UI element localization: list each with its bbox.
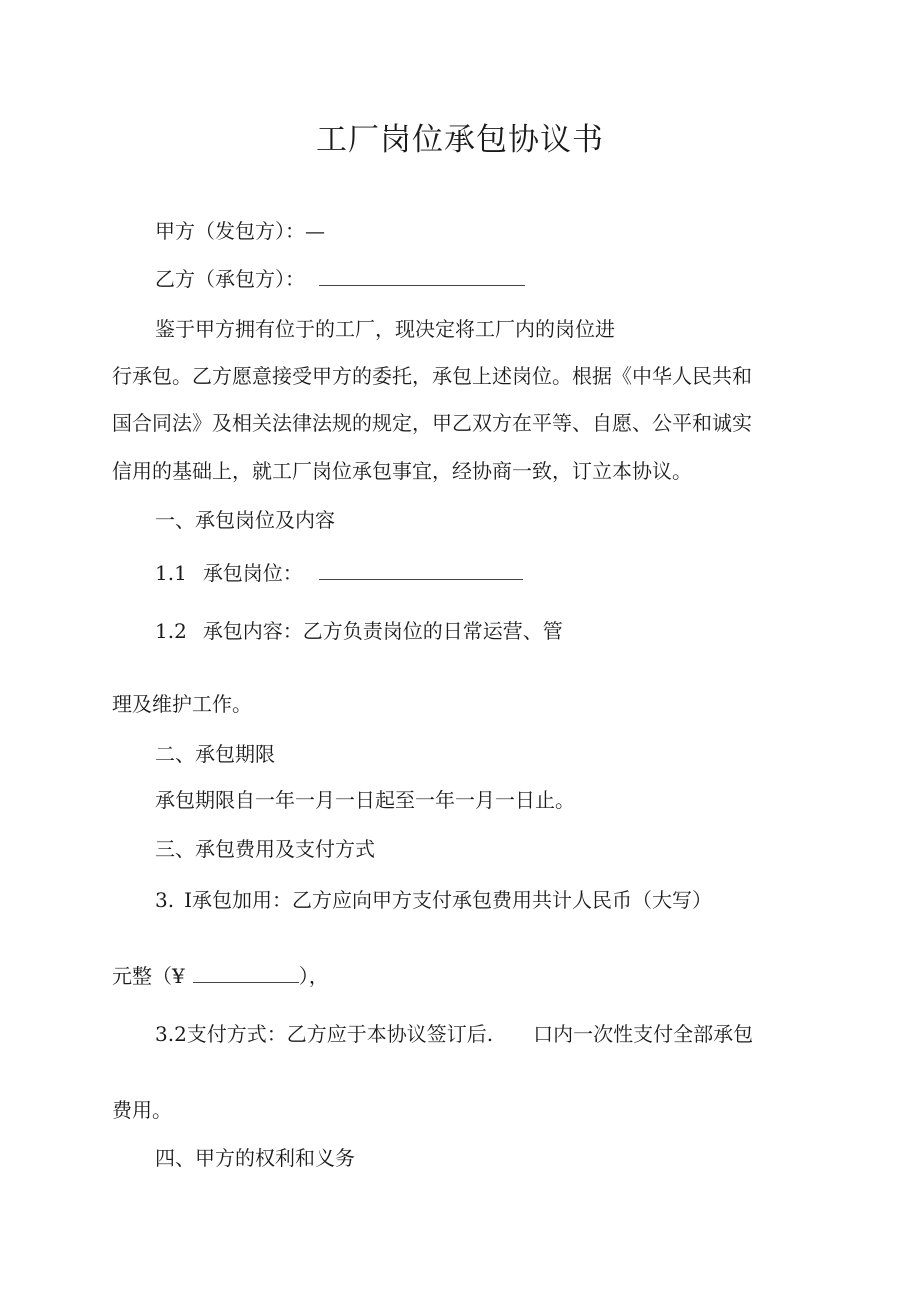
party-b-line bbox=[155, 265, 525, 293]
preamble-line-1: 鉴于甲方拥有位于的工厂，现决定将工厂内的岗位进 bbox=[155, 317, 615, 341]
clause-3-2-text-end: 口内一次性支付全部承包 bbox=[533, 1022, 754, 1046]
section-2-text: 承包期限自一年一月一日起至一年一月一日止。 bbox=[155, 788, 575, 812]
clause-3-1-number: 3. bbox=[155, 888, 175, 912]
clause-3-1-text: I承包加用：乙方应向甲方支付承包费用共计人民币（大写） bbox=[184, 888, 712, 912]
party-b-blank bbox=[319, 267, 525, 286]
clause-1-2 bbox=[155, 617, 563, 645]
clause-1-2-text: 承包内容：乙方负责岗位的日常运营、管 bbox=[202, 619, 563, 643]
amount-blank bbox=[193, 964, 299, 983]
clause-1-2-continued: 理及维护工作。 bbox=[112, 692, 252, 716]
document-title: 工厂岗位承包协议书 bbox=[316, 122, 604, 158]
preamble-line-3: 国合同法》及相关法律法规的规定，甲乙双方在平等、自愿、公平和诚实 bbox=[112, 411, 752, 435]
clause-3-2-continued: 费用。 bbox=[112, 1098, 172, 1122]
party-a-line bbox=[155, 217, 325, 245]
section-4-heading: 四、甲方的权利和义务 bbox=[155, 1146, 355, 1170]
clause-1-1-blank bbox=[319, 561, 523, 580]
party-b-label: 乙方（承包方）： bbox=[155, 267, 305, 291]
clause-3-1-continued bbox=[112, 962, 329, 990]
clause-1-1-label: 承包岗位： bbox=[202, 561, 303, 585]
clause-3-2-text: 3.2支付方式：乙方应于本协议签订后. bbox=[155, 1022, 494, 1046]
clause-1-1-number: 1.1 bbox=[155, 561, 187, 585]
clause-1-1 bbox=[155, 559, 523, 587]
clause-3-2 bbox=[155, 1020, 753, 1048]
clause-1-2-number: 1.2 bbox=[155, 619, 187, 643]
party-a-value: — bbox=[305, 219, 325, 243]
party-a-label: 甲方（发包方）： bbox=[155, 219, 305, 243]
section-2-heading: 二、承包期限 bbox=[155, 742, 275, 766]
amount-suffix: ）， bbox=[298, 964, 329, 988]
section-3-heading: 三、承包费用及支付方式 bbox=[155, 837, 375, 861]
preamble-line-4: 信用的基础上，就工厂岗位承包事宜，经协商一致，订立本协议。 bbox=[112, 459, 692, 483]
clause-3-1 bbox=[155, 886, 712, 914]
section-1-heading: 一、承包岗位及内容 bbox=[155, 508, 335, 532]
amount-prefix: 元整（¥ bbox=[112, 964, 185, 988]
preamble-line-2: 行承包。乙方愿意接受甲方的委托，承包上述岗位。根据《中华人民共和 bbox=[112, 364, 752, 388]
